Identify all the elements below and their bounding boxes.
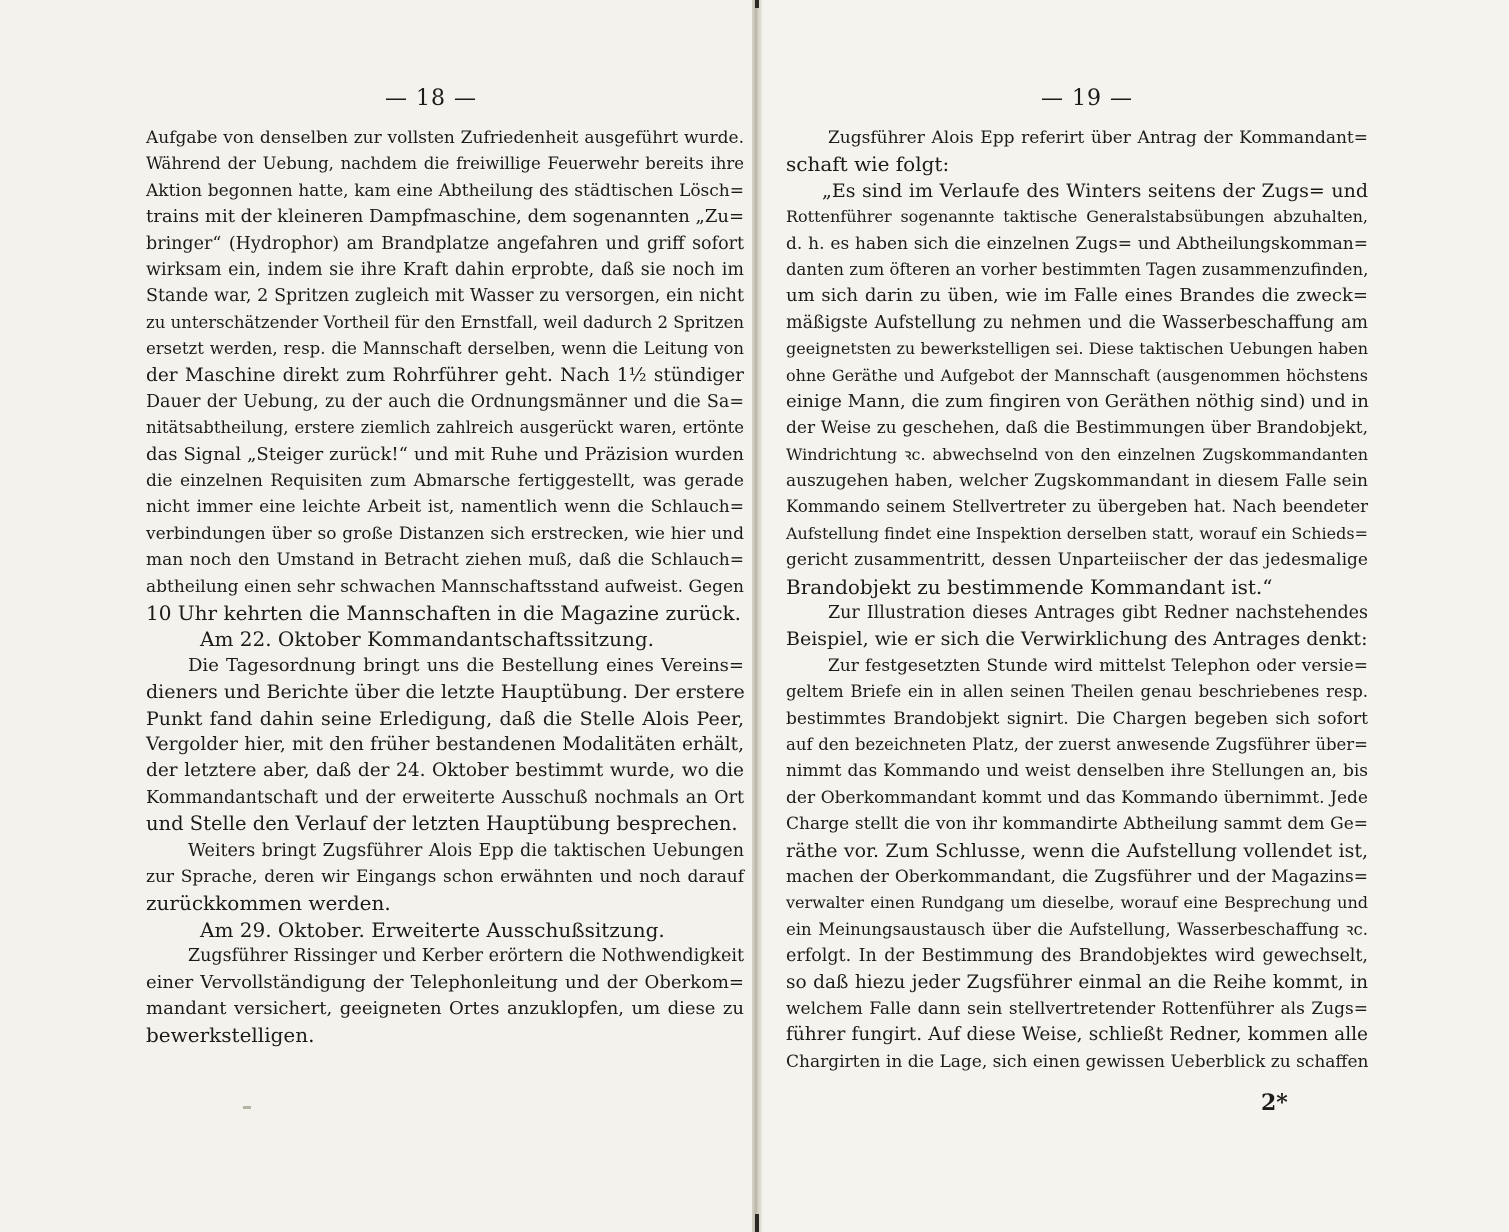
text-line: man noch den Umstand in Betracht ziehen muß, daß die Schlauch= bbox=[146, 550, 744, 571]
text-line: und Stelle den Verlauf der letzten Hauptübung besprechen. bbox=[146, 812, 738, 836]
text-line: Weiters bringt Zugsführer Alois Epp die taktischen Uebungen bbox=[188, 840, 744, 861]
text-line: bestimmtes Brandobjekt signirt. Die Chargen begeben sich sofort bbox=[786, 708, 1368, 729]
left-page-text bbox=[146, 125, 744, 1049]
text-line: nicht immer eine leichte Arbeit ist, namentlich wenn die Schlauch= bbox=[146, 497, 744, 518]
text-line: räthe vor. Zum Schlusse, wenn die Aufstellung vollendet ist, bbox=[786, 839, 1368, 862]
text-line: wirksam ein, indem sie ihre Kraft dahin erprobte, daß sie noch im bbox=[146, 259, 744, 280]
text-line: Die Tagesordnung bringt uns die Bestellung eines Vereins= bbox=[188, 654, 744, 676]
text-line: Stande war, 2 Spritzen zugleich mit Wasser zu versorgen, ein nicht bbox=[146, 286, 744, 307]
text-line: bringer“ (Hydrophor) am Brandplatze angefahren und griff sofort bbox=[146, 233, 744, 254]
gutter-shadow-top bbox=[755, 0, 759, 8]
paper-speck bbox=[243, 1106, 251, 1109]
text-line: ohne Geräthe und Aufgebot der Mannschaft (ausgenommen höchstens bbox=[786, 365, 1368, 385]
text-line: Kommandantschaft und der erweiterte Ausschuß nochmals an Ort bbox=[146, 787, 744, 808]
text-line: ein Meinungsaustausch über die Aufstellung, Wasserbeschaffung ꝛc. bbox=[786, 919, 1368, 939]
text-line: Dauer der Uebung, zu der auch die Ordnungsmänner und die Sa= bbox=[146, 391, 744, 412]
text-line: Am 22. Oktober Kommandantschaftssitzung. bbox=[200, 627, 655, 652]
text-line: Aufstellung findet eine Inspektion derselben statt, worauf ein Schieds= bbox=[786, 523, 1368, 543]
text-line: erfolgt. In der Bestimmung des Brandobjektes wird gewechselt, bbox=[786, 946, 1368, 967]
signature-mark: 2* bbox=[1261, 1090, 1288, 1116]
text-line: ersetzt werden, resp. die Mannschaft derselben, wenn die Leitung von bbox=[146, 339, 744, 359]
text-line: trains mit der kleineren Dampfmaschine, dem sogenannten „Zu= bbox=[146, 206, 745, 228]
text-line: einige Mann, die zum fingiren von Geräthen nöthig sind) und in bbox=[786, 390, 1369, 412]
page-number-right: — 19 — bbox=[1041, 86, 1133, 111]
text-line: verbindungen über so große Distanzen sich erstrecken, wie hier und bbox=[146, 523, 744, 544]
text-line: Windrichtung ꝛc. abwechselnd von den einzelnen Zugskommandanten bbox=[786, 444, 1368, 464]
text-line: Zur festgesetzten Stunde wird mittelst Telephon oder versie= bbox=[828, 655, 1368, 676]
text-line: Während der Uebung, nachdem die freiwillige Feuerwehr bereits ihre bbox=[146, 154, 744, 174]
text-line: Aufgabe von denselben zur vollsten Zufriedenheit ausgeführt wurde. bbox=[146, 128, 744, 148]
text-line: nimmt das Kommando und weist denselben ihre Stellungen an, bis bbox=[786, 761, 1368, 782]
text-line: gericht zusammentritt, dessen Unparteiischer der das jedesmalige bbox=[786, 550, 1368, 571]
text-line: machen der Oberkommandant, die Zugsführer und der Magazins= bbox=[786, 866, 1368, 887]
text-line: der Oberkommandant kommt und das Kommando übernimmt. Jede bbox=[786, 787, 1368, 808]
text-line: danten zum öfteren an vorher bestimmten Tagen zusammenzufinden, bbox=[786, 259, 1369, 279]
text-line: Rottenführer sogenannte taktische Generalstabsübungen abzuhalten, bbox=[786, 207, 1368, 227]
text-line: Chargirten in die Lage, sich einen gewissen Ueberblick zu schaffen bbox=[786, 1051, 1369, 1072]
text-line: so daß hiezu jeder Zugsführer einmal an die Reihe kommt, in bbox=[786, 971, 1368, 993]
text-line: der Weise zu geschehen, daß die Bestimmungen über Brandobjekt, bbox=[786, 418, 1368, 439]
text-line: mandant versichert, geeigneten Ortes anzuklopfen, um diese zu bbox=[146, 997, 744, 1019]
text-line: abtheilung einen sehr schwachen Mannschaftsstand aufweist. Gegen bbox=[146, 576, 744, 597]
text-line: der letztere aber, daß der 24. Oktober bestimmt wurde, wo die bbox=[146, 760, 744, 782]
book-gutter bbox=[752, 0, 762, 1232]
text-line: bewerkstelligen. bbox=[146, 1023, 315, 1048]
text-line: führer fungirt. Auf diese Weise, schließt Redner, kommen alle bbox=[786, 1024, 1368, 1046]
text-line: Punkt fand dahin seine Erledigung, daß die Stelle Alois Peer, bbox=[146, 707, 744, 730]
text-line: Zur Illustration dieses Antrages gibt Redner nachstehendes bbox=[828, 603, 1368, 624]
text-line: Brandobjekt zu bestimmende Kommandant ist.“ bbox=[786, 574, 1273, 599]
text-line: „Es sind im Verlaufe des Winters seitens der Zugs= und bbox=[822, 179, 1368, 202]
text-line: Charge stellt die von ihr kommandirte Abtheilung sammt dem Ge= bbox=[786, 814, 1368, 835]
text-line: geeignetsten zu bewerkstelligen sei. Diese taktischen Uebungen haben bbox=[786, 339, 1368, 359]
text-line: Zugsführer Alois Epp referirt über Antrag der Kommandant= bbox=[828, 128, 1368, 148]
text-line: Kommando seinem Stellvertreter zu übergeben hat. Nach beendeter bbox=[786, 497, 1368, 517]
gutter-shadow-bottom bbox=[755, 1214, 759, 1232]
text-line: geltem Briefe ein in allen seinen Theilen genau beschriebenes resp. bbox=[786, 682, 1368, 702]
text-line: d. h. es haben sich die einzelnen Zugs= und Abtheilungskomman= bbox=[786, 233, 1368, 254]
text-line: das Signal „Steiger zurück!“ und mit Ruhe und Präzision wurden bbox=[146, 443, 744, 465]
text-line: 10 Uhr kehrten die Mannschaften in die Magazine zurück. bbox=[146, 601, 742, 626]
text-line: Beispiel, wie er sich die Verwirklichung des Antrages denkt: bbox=[786, 628, 1368, 651]
text-line: Vergolder hier, mit den früher bestandenen Modalitäten erhält, bbox=[146, 733, 744, 755]
text-line: Aktion begonnen hatte, kam eine Abtheilung des städtischen Lösch= bbox=[146, 180, 744, 201]
page-number-left: — 18 — bbox=[385, 86, 477, 111]
text-line: zur Sprache, deren wir Eingangs schon erwähnten und noch darauf bbox=[146, 866, 744, 887]
text-line: auf den bezeichneten Platz, der zuerst anwesende Zugsführer über= bbox=[786, 734, 1368, 754]
text-line: auszugehen haben, welcher Zugskommandant in diesem Falle sein bbox=[786, 471, 1368, 492]
text-line: welchem Falle dann sein stellvertretender Rottenführer als Zugs= bbox=[786, 998, 1368, 1019]
text-line: die einzelnen Requisiten zum Abmarsche fertiggestellt, was gerade bbox=[146, 471, 744, 492]
text-line: nitätsabtheilung, erstere ziemlich zahlreich ausgerückt waren, ertönte bbox=[146, 418, 744, 438]
right-page-text bbox=[786, 125, 1368, 1075]
text-line: dieners und Berichte über die letzte Hauptübung. Der erstere bbox=[146, 681, 745, 704]
text-line: mäßigste Aufstellung zu nehmen und die Wasserbeschaffung am bbox=[786, 312, 1368, 333]
text-line: Am 29. Oktober. Erweiterte Ausschußsitzung. bbox=[200, 917, 665, 942]
text-line: Zugsführer Rissinger und Kerber erörtern die Nothwendigkeit bbox=[188, 946, 744, 967]
text-line: der Maschine direkt zum Rohrführer geht. Nach 1½ stündiger bbox=[146, 364, 744, 386]
text-line: verwalter einen Rundgang um dieselbe, worauf eine Besprechung und bbox=[786, 893, 1368, 913]
text-line: zu unterschätzender Vortheil für den Ernstfall, weil dadurch 2 Spritzen bbox=[146, 312, 744, 332]
text-line: schaft wie folgt: bbox=[786, 152, 950, 177]
right-page bbox=[756, 0, 1509, 1232]
text-line: um sich darin zu üben, wie im Falle eines Brandes die zweck= bbox=[786, 285, 1368, 307]
text-line: einer Vervollständigung der Telephonleitung und der Oberkom= bbox=[146, 971, 744, 993]
text-line: zurückkommen werden. bbox=[146, 891, 391, 916]
